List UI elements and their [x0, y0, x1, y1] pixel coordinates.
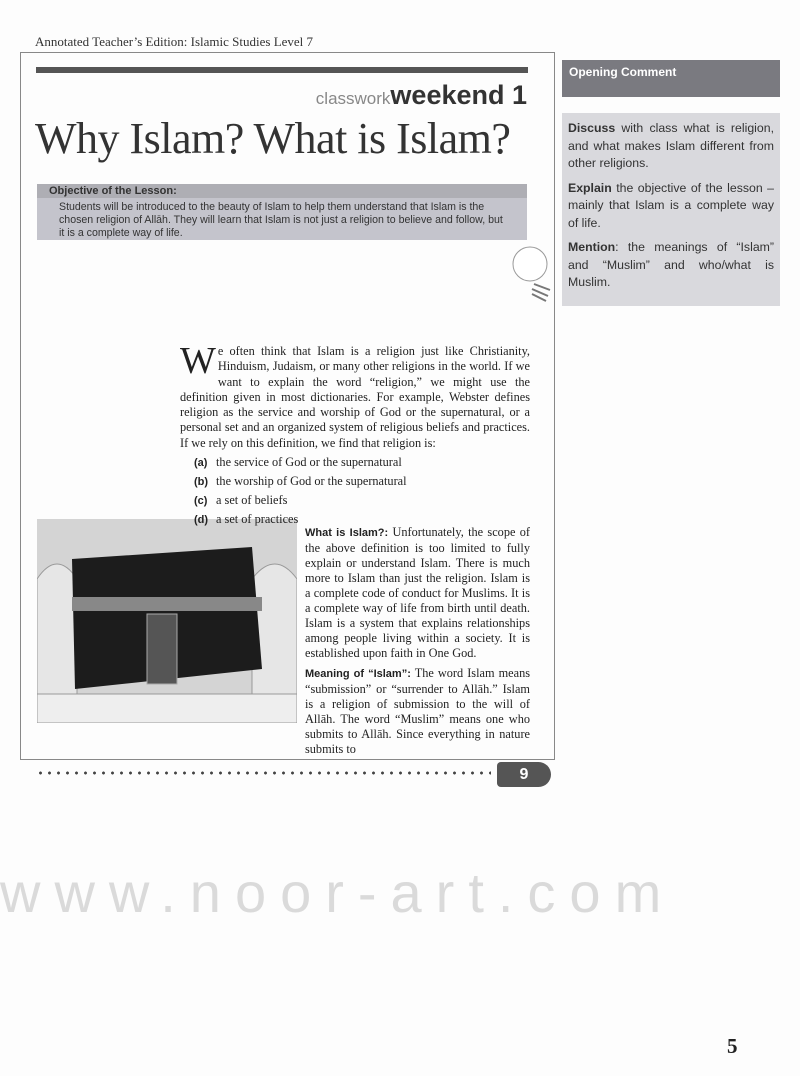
list-text: a set of practices	[216, 512, 299, 527]
comment-item	[568, 180, 774, 233]
islam-column	[305, 525, 530, 757]
what-is-islam-heading: What is Islam?:	[305, 527, 389, 540]
lesson-label	[316, 80, 527, 115]
objective-box	[37, 184, 527, 240]
classwork-label: classwork	[315, 89, 391, 108]
comment-item	[568, 120, 774, 173]
inner-page-number: 9	[497, 762, 551, 787]
comment-item	[568, 239, 774, 292]
running-head: Annotated Teacher’s Edition: Islamic Studies Level 7	[35, 34, 314, 49]
comment-text: : the meanings of “Islam” and “Muslim” and who/what is Muslim.	[568, 240, 774, 289]
dotted-rule	[36, 770, 491, 776]
objective-text: Students will be introduced to the beauty of Islam to help them understand that Islam is the chosen religion of Allāh. They will learn that Islam is not just a religion to believe and follow, but it is a complete way of life.	[59, 201, 503, 239]
watermark: www.noor-art.com	[0, 861, 676, 924]
meaning-paragraph	[305, 666, 530, 757]
page-title: Why Islam? What is Islam?	[35, 114, 511, 163]
top-rule	[36, 67, 528, 73]
comment-text: the objective of the lesson – mainly that Islam is a complete way of life.	[568, 180, 774, 230]
intro-paragraph	[180, 340, 530, 451]
drop-cap: W	[180, 340, 216, 382]
objective-heading: Objective of the Lesson:	[37, 184, 527, 198]
list-key: (c)	[194, 495, 208, 508]
list-text: a set of beliefs	[216, 493, 288, 508]
list-item	[194, 472, 407, 491]
meaning-heading: Meaning of “Islam”:	[305, 668, 411, 681]
inner-page-footer	[36, 762, 551, 788]
comment-verb: Explain	[568, 180, 612, 195]
opening-comment-box	[562, 113, 780, 306]
list-item	[194, 510, 304, 529]
list-key: (a)	[194, 457, 208, 470]
main-text-flow	[180, 340, 531, 788]
lightbulb-icon	[508, 240, 556, 310]
list-text: the service of God or the supernatural	[216, 455, 402, 470]
intro-text: e often think that Islam is a religion just like Christianity, Hinduism, Judaism, or many other religions in the world. If we want to explain the word “religion,” we might use the definition given in most dictionaries. For example, Webster defines religion as the service and worship of God or the supernatural, or a personal set and an organized system of religious beliefs and practices. If we rely on this definition, we find that religion is:	[180, 344, 530, 450]
list-item	[194, 491, 304, 510]
comment-text: with class what is religion, and what makes Islam different from other religions.	[568, 121, 774, 170]
page-number: 5	[727, 1034, 738, 1058]
weekend-label: weekend 1	[390, 80, 527, 110]
list-key: (b)	[194, 476, 209, 489]
list-item	[194, 453, 402, 472]
definition-list	[194, 453, 407, 529]
what-is-islam-text: Unfortunately, the scope of the above definition is too limited to fully explain or understand Islam. There is much more to Islam than just the religion. Islam is a complete code of conduct for Muslims. It is a complete way of life from birth until death. Islam is a system that explains relationships among people living within a society. It is established upon faith in One God.	[305, 525, 530, 661]
comment-verb: Mention	[568, 240, 616, 254]
list-key: (d)	[194, 514, 209, 527]
what-is-islam-paragraph	[305, 525, 530, 661]
opening-comment-heading: Opening Comment	[562, 60, 780, 97]
list-text: the worship of God or the supernatural	[216, 474, 407, 489]
meaning-text: The word Islam means “submission” or “surrender to Allāh.” Islam is a religion of submission to the will of Allāh. The word “Muslim” means one who submits to Allāh. Since everything in nature submits to	[305, 666, 531, 757]
comment-verb: Discuss	[568, 121, 616, 135]
